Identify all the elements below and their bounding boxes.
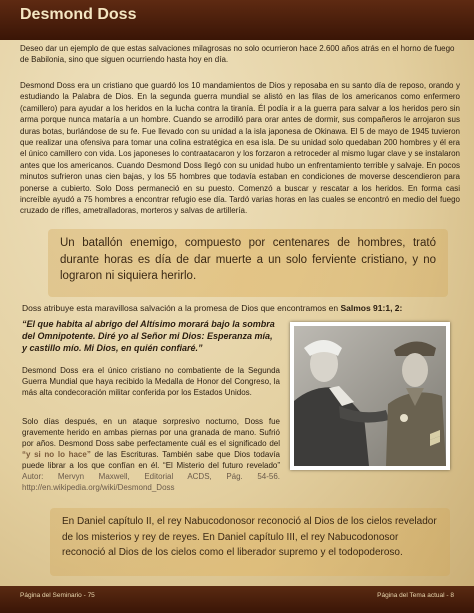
bio-paragraph-1: Desmond Doss era el único cristiano no combatiente de la Segunda Guerra Mundial que haya recibido la Medalla de Honor del Congreso, la más alta condecoración militar conferida por los Estados Unidos. (22, 366, 280, 397)
bio-p2-end: de las Escrituras. También sabe que Dios todavía puede librar a los que confían en él. “El Misterio del futuro revelado” (22, 450, 280, 470)
conclusion-text: En Daniel capítulo II, el rey Nabucodonosor reconoció al Dios de los cielos revelador de los misterios y rey de reyes. En Daniel capítulo III, el rey Nabucodonosor reconoció al Dios de los cielos como el liberador supremo y el todopoderoso. (62, 516, 437, 558)
page-title: Desmond Doss (20, 6, 137, 23)
highlight-quote-box (48, 229, 448, 297)
verse-intro-text: Doss atribuye esta maravillosa salvación a la promesa de Dios que encontramos en (22, 303, 339, 313)
verse-text: “El que habita al abrigo del Altísimo morará bajo la sombra del Omnipotente. Diré yo al Señor mi Dios: Esperanza mía, y castillo mío. Mi Dios, en quién confiaré.” (22, 319, 275, 353)
footer-seminar-page: Página del Seminario - 75 (20, 592, 95, 599)
bio-p2-start: Solo días después, en un ataque sorpresivo nocturno, Doss fue gravemente herido en ambas piernas por una granada de mano. Sufrió por años. Desmond Doss sabe perfectamente cuál es el significado del (22, 417, 280, 448)
bio-p2-quote: “y si no lo hace” (22, 450, 91, 459)
footer-bar (0, 586, 474, 613)
body-paragraph: Desmond Doss era un cristiano que guardó los 10 mandamientos de Dios y reposaba en su santo día de reposo, orando y estudiando la Palabra de Dios. En la segunda guerra mundial se alistó en las filas de los americanos como enfermero (camillero) para ayudar a los heridos en la lucha contra la tiranía. Él podía ir a la guerra para salvar a los heridos pero sin arma porque nunca mataría a un hombre. Cuando se arrodilló para orar antes de dormir, sus compañeros le arrojaron sus duras botas, burlándose de su fe. Fue llevado con su unidad a la isla japonesa de Okinawa. El 5 de mayo de 1945 tuvieron que realizar una ofensiva para tomar una colina estratégica en esa isla. De su unidad solo quedaban 200 hombres y él era el único camillero con vida. Los japoneses lo contraatacaron y los forzaron a retroceder al mismo lugar clave y se instalaron antes que los americanos. Cuando Desmond Doss llegó con su unidad hubo un enfrentamiento terrible y salvaje. En pocos minutos sufrieron unas cien bajas, y los 55 hombres que todavía estaban en condiciones de moverse descendieron para ponerse a cubierto. Solo Doss permaneció en su puesto. Comenzó a buscar y rescatar a los heridos. En forma casi increíble ayudó a 75 hombres a encontrar refugio ese día. Tardó varias horas en las cuales se encontró en medio del fuego cruzado de rifles, ametralladoras, morteros y salvas de artillería. (20, 81, 460, 216)
highlight-quote: Un batallón enemigo, compuesto por centenares de hombres, trató durante horas es día de dar muerte a un solo ferviente cristiano, y no lograron ni siquiera herirlo. (60, 237, 436, 282)
photo-graphic (294, 326, 446, 466)
intro-text: Deseo dar un ejemplo de que estas salvaciones milagrosas no solo ocurrieron hace 2.600 años atrás en el horno de fuego de Babilonia, sino que siguen ocurriendo hasta hoy en día. (20, 44, 455, 64)
medal-ceremony-photo (290, 322, 450, 470)
verse-reference: Salmos 91:1, 2: (340, 303, 403, 313)
footer-topic-page: Página del Tema actual - 8 (377, 592, 454, 599)
bio-reference: Autor: Mervyn Maxwell, Editorial ACDS, Pág. 54-56. http://en.wikipedia.org/wiki/Desmond_Doss (22, 472, 280, 492)
conclusion-box (50, 508, 450, 576)
bio-paragraph-2 (22, 416, 280, 493)
verse-intro (22, 303, 462, 313)
